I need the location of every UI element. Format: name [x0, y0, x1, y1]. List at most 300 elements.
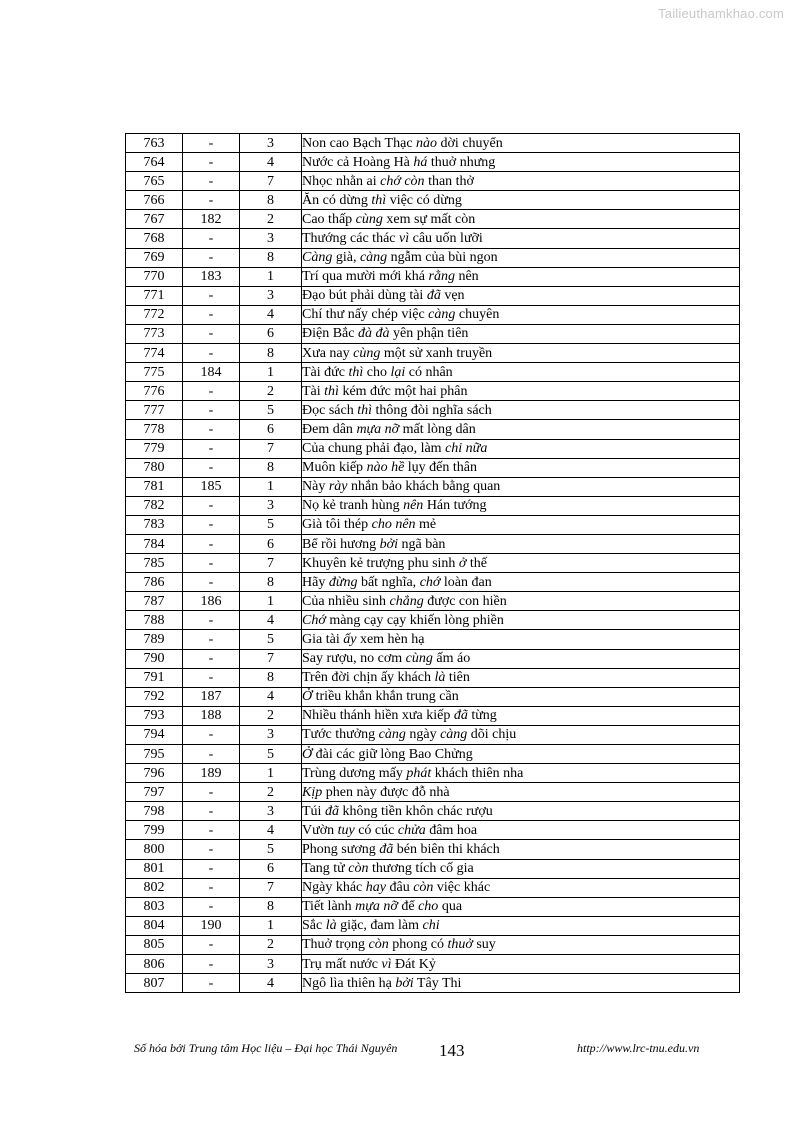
emphasized-word: đã	[453, 708, 468, 724]
verse-segment: chuyên	[455, 307, 500, 323]
emphasized-word: là	[325, 918, 337, 934]
line-number-cell: 767	[126, 210, 183, 229]
position-cell: 1	[240, 477, 302, 496]
group-number-cell: 188	[183, 706, 240, 725]
line-number-cell: 806	[126, 955, 183, 974]
group-number-cell: -	[183, 840, 240, 859]
emphasized-word: ấy	[343, 631, 357, 647]
table-row	[126, 191, 740, 210]
table-row	[126, 649, 740, 668]
verse-text-cell	[302, 515, 740, 534]
verse-segment: Trên đời chịn ấy khách	[302, 670, 435, 686]
verse-segment: Xưa nay	[302, 345, 354, 361]
table-row	[126, 668, 740, 687]
verse-segment: Non cao Bạch Thạc	[302, 135, 417, 151]
position-cell: 6	[240, 534, 302, 553]
table-row	[126, 687, 740, 706]
emphasized-word: há	[413, 154, 428, 170]
group-number-cell: -	[183, 935, 240, 954]
emphasized-word: Kịp	[302, 784, 323, 800]
verse-segment: Trùng dương mấy	[302, 765, 407, 781]
watermark: Tailieuthamkhao.com	[658, 6, 784, 21]
group-number-cell: -	[183, 649, 240, 668]
position-cell: 1	[240, 267, 302, 286]
line-number-cell: 803	[126, 897, 183, 916]
verse-segment: Già tôi thép	[302, 517, 372, 533]
table-row	[126, 859, 740, 878]
verse-text-cell	[302, 191, 740, 210]
table-row	[126, 725, 740, 744]
table-row	[126, 286, 740, 305]
line-number-cell: 779	[126, 439, 183, 458]
verse-segment: suy	[472, 937, 496, 953]
position-cell: 3	[240, 496, 302, 515]
footer-url: http://www.lrc-tnu.edu.vn	[577, 1041, 700, 1055]
table-row	[126, 439, 740, 458]
group-number-cell: -	[183, 458, 240, 477]
verse-text-cell	[302, 821, 740, 840]
table-row	[126, 344, 740, 363]
verse-segment: già,	[332, 250, 360, 266]
verse-text-cell	[302, 706, 740, 725]
verse-segment: đài các giữ lòng Bao Chửng	[312, 746, 473, 762]
verse-segment: nên	[454, 269, 479, 285]
verse-segment: Thuở trọng	[302, 937, 369, 953]
verse-text-cell	[302, 229, 740, 248]
verse-segment: Ăn có dừng	[302, 192, 372, 208]
verse-segment: màng cạy cạy khiến lòng phiền	[325, 612, 504, 628]
position-cell: 4	[240, 611, 302, 630]
group-number-cell: -	[183, 630, 240, 649]
table-row	[126, 515, 740, 534]
position-cell: 1	[240, 592, 302, 611]
emphasized-word: thì	[324, 383, 339, 399]
table-row	[126, 916, 740, 935]
group-number-cell: -	[183, 821, 240, 840]
table-row	[126, 630, 740, 649]
emphasized-word: Ở	[302, 689, 313, 705]
verse-segment: qua	[438, 899, 463, 915]
emphasized-word: cùng	[353, 345, 381, 361]
position-cell: 1	[240, 363, 302, 382]
verse-segment: bén biên thi khách	[393, 842, 500, 858]
line-number-cell: 794	[126, 725, 183, 744]
verse-segment: thương tích cố gia	[368, 861, 474, 877]
position-cell: 4	[240, 974, 302, 993]
emphasized-word: hay	[365, 880, 386, 896]
table-row	[126, 935, 740, 954]
verse-text-cell	[302, 897, 740, 916]
verse-text-cell	[302, 305, 740, 324]
position-cell: 8	[240, 344, 302, 363]
verse-text-cell	[302, 859, 740, 878]
line-number-cell: 773	[126, 324, 183, 343]
verse-segment: Ngày khác	[302, 880, 366, 896]
emphasized-word: cùng	[355, 211, 383, 227]
verse-segment: việc có dừng	[386, 192, 462, 208]
verse-segment: Nước cả Hoàng Hà	[302, 154, 414, 170]
verse-segment: Sắc	[302, 918, 326, 934]
verse-text-cell	[302, 420, 740, 439]
table-row	[126, 267, 740, 286]
position-cell: 4	[240, 687, 302, 706]
verse-segment: ngẫm của bùi ngon	[387, 250, 498, 266]
verse-text-cell	[302, 745, 740, 764]
verse-segment: Nhiều thánh hiền xưa kiếp	[302, 708, 454, 724]
line-number-cell: 789	[126, 630, 183, 649]
verse-text-cell	[302, 458, 740, 477]
page-number: 143	[439, 1041, 465, 1060]
group-number-cell: 183	[183, 267, 240, 286]
group-number-cell: 186	[183, 592, 240, 611]
group-number-cell: -	[183, 286, 240, 305]
verse-segment: bất nghĩa,	[357, 574, 420, 590]
emphasized-word: cùng	[405, 651, 433, 667]
position-cell: 2	[240, 783, 302, 802]
emphasized-word: vì	[381, 956, 392, 972]
position-cell: 8	[240, 897, 302, 916]
group-number-cell: -	[183, 134, 240, 153]
verse-segment: Nọ kẻ tranh hùng	[302, 498, 404, 514]
group-number-cell: -	[183, 668, 240, 687]
position-cell: 3	[240, 229, 302, 248]
line-number-cell: 771	[126, 286, 183, 305]
verse-text-cell	[302, 172, 740, 191]
group-number-cell: -	[183, 172, 240, 191]
verse-segment: ngã bàn	[397, 536, 446, 552]
line-number-cell: 786	[126, 573, 183, 592]
table-row	[126, 248, 740, 267]
line-number-cell: 791	[126, 668, 183, 687]
verse-text-cell	[302, 611, 740, 630]
emphasized-word: là	[434, 670, 446, 686]
verse-segment: Muôn kiếp	[302, 460, 367, 476]
group-number-cell: 182	[183, 210, 240, 229]
line-number-cell: 763	[126, 134, 183, 153]
table-row	[126, 611, 740, 630]
verse-segment: than thở	[424, 173, 474, 189]
line-number-cell: 799	[126, 821, 183, 840]
verse-text-cell	[302, 916, 740, 935]
verse-segment: việc khác	[433, 880, 491, 896]
verse-segment: Trí qua mười mới khá	[302, 269, 429, 285]
emphasized-word: đã	[426, 288, 441, 304]
group-number-cell: -	[183, 859, 240, 878]
emphasized-word: đừng	[328, 574, 358, 590]
table-row	[126, 802, 740, 821]
verse-segment: Điện Bắc	[302, 326, 358, 342]
emphasized-word: Càng	[302, 250, 333, 266]
verse-segment: vẹn	[440, 288, 465, 304]
emphasized-word: bởi	[395, 975, 414, 991]
position-cell: 7	[240, 878, 302, 897]
position-cell: 6	[240, 420, 302, 439]
position-cell: 2	[240, 706, 302, 725]
verse-segment: câu uốn lưỡi	[409, 231, 483, 247]
emphasized-word: nào	[416, 135, 438, 151]
emphasized-word: Chớ	[302, 612, 326, 628]
group-number-cell: 185	[183, 477, 240, 496]
position-cell: 6	[240, 324, 302, 343]
emphasized-word: còn	[368, 937, 389, 953]
table-row	[126, 382, 740, 401]
verse-segment: Chí thư nấy chép việc	[302, 307, 429, 323]
verse-segment: Của nhiều sinh	[302, 593, 390, 609]
verse-segment: để	[397, 899, 419, 915]
line-number-cell: 795	[126, 745, 183, 764]
line-number-cell: 792	[126, 687, 183, 706]
group-number-cell: -	[183, 783, 240, 802]
position-cell: 4	[240, 153, 302, 172]
group-number-cell: -	[183, 191, 240, 210]
verse-segment: Tây Thi	[413, 975, 462, 991]
table-row	[126, 134, 740, 153]
table-row	[126, 821, 740, 840]
verse-segment: triều khắn khắn trung cần	[312, 689, 459, 705]
verse-segment: thế	[466, 555, 488, 571]
group-number-cell: -	[183, 248, 240, 267]
group-number-cell: -	[183, 420, 240, 439]
position-cell: 8	[240, 458, 302, 477]
verse-segment: Tiết lành	[302, 899, 356, 915]
group-number-cell: -	[183, 802, 240, 821]
table-row	[126, 955, 740, 974]
emphasized-word: nào hề	[366, 460, 405, 476]
group-number-cell: 189	[183, 764, 240, 783]
table-row	[126, 229, 740, 248]
emphasized-word: phát	[406, 765, 432, 781]
line-number-cell: 802	[126, 878, 183, 897]
position-cell: 3	[240, 134, 302, 153]
emphasized-word: chẳng	[389, 593, 424, 609]
verse-segment: cho	[363, 364, 391, 380]
position-cell: 3	[240, 725, 302, 744]
table-row	[126, 897, 740, 916]
table-row	[126, 324, 740, 343]
emphasized-word: càng	[428, 307, 456, 323]
group-number-cell: 184	[183, 363, 240, 382]
line-number-cell: 800	[126, 840, 183, 859]
emphasized-word: rày	[328, 479, 348, 495]
group-number-cell: -	[183, 305, 240, 324]
emphasized-word: càng	[440, 727, 468, 743]
table-row	[126, 305, 740, 324]
group-number-cell: -	[183, 745, 240, 764]
line-number-cell: 764	[126, 153, 183, 172]
position-cell: 7	[240, 554, 302, 573]
group-number-cell: -	[183, 401, 240, 420]
table-row	[126, 477, 740, 496]
verse-text-cell	[302, 344, 740, 363]
verse-text-cell	[302, 725, 740, 744]
verse-segment: xem sự mất còn	[382, 211, 476, 227]
position-cell: 1	[240, 764, 302, 783]
position-cell: 8	[240, 573, 302, 592]
emphasized-word: thì	[371, 192, 387, 208]
verse-segment: Hán tướng	[423, 498, 487, 514]
line-number-cell: 772	[126, 305, 183, 324]
emphasized-word: càng	[359, 250, 388, 266]
table-row	[126, 764, 740, 783]
verse-segment: Gia tài	[302, 631, 344, 647]
line-number-cell: 780	[126, 458, 183, 477]
verse-text-cell	[302, 764, 740, 783]
verse-segment: Tước thưởng	[302, 727, 379, 743]
line-number-cell: 790	[126, 649, 183, 668]
line-number-cell: 793	[126, 706, 183, 725]
emphasized-word: vì	[399, 231, 410, 247]
table-row	[126, 534, 740, 553]
line-number-cell: 798	[126, 802, 183, 821]
verse-text-cell	[302, 935, 740, 954]
position-cell: 1	[240, 916, 302, 935]
verse-text-cell	[302, 955, 740, 974]
emphasized-word: mựa nỡ	[355, 899, 398, 915]
line-number-cell: 805	[126, 935, 183, 954]
verse-segment: Đạo bút phải dùng tài	[302, 288, 427, 304]
position-cell: 2	[240, 935, 302, 954]
verse-segment: Vườn	[302, 822, 338, 838]
table-row	[126, 210, 740, 229]
emphasized-word: càng	[378, 727, 406, 743]
emphasized-word: thì	[348, 364, 364, 380]
line-number-cell: 766	[126, 191, 183, 210]
verse-text-cell	[302, 210, 740, 229]
emphasized-word: đà đà	[357, 326, 390, 342]
verse-text-cell	[302, 363, 740, 382]
line-number-cell: 781	[126, 477, 183, 496]
verse-segment: Đem dân	[302, 421, 357, 437]
verse-text-cell	[302, 974, 740, 993]
position-cell: 6	[240, 859, 302, 878]
verse-segment: phen này được đỗ nhà	[322, 784, 450, 800]
line-number-cell: 804	[126, 916, 183, 935]
emphasized-word: rằng	[428, 269, 455, 285]
emphasized-word: đã	[379, 842, 394, 858]
line-number-cell: 797	[126, 783, 183, 802]
group-number-cell: -	[183, 974, 240, 993]
emphasized-word: mựa nỡ	[356, 421, 400, 437]
position-cell: 3	[240, 286, 302, 305]
verse-text-cell	[302, 554, 740, 573]
verse-segment: khách thiên nha	[431, 765, 524, 781]
line-number-cell: 796	[126, 764, 183, 783]
group-number-cell: -	[183, 573, 240, 592]
line-number-cell: 769	[126, 248, 183, 267]
line-number-cell: 768	[126, 229, 183, 248]
table-row	[126, 554, 740, 573]
verse-text-cell	[302, 324, 740, 343]
group-number-cell: -	[183, 439, 240, 458]
verse-segment: có cúc	[354, 822, 398, 838]
verse-text-cell	[302, 802, 740, 821]
line-number-cell: 783	[126, 515, 183, 534]
table-row	[126, 573, 740, 592]
group-number-cell: 190	[183, 916, 240, 935]
group-number-cell: -	[183, 496, 240, 515]
verse-segment: Tài	[302, 383, 325, 399]
verse-segment: từng	[467, 708, 497, 724]
line-number-cell: 776	[126, 382, 183, 401]
emphasized-word: nên	[403, 498, 424, 514]
verse-text-cell	[302, 592, 740, 611]
emphasized-word: thuở	[447, 937, 473, 953]
verse-text-cell	[302, 153, 740, 172]
group-number-cell: -	[183, 153, 240, 172]
emphasized-word: tuy	[337, 822, 355, 838]
verse-text-cell	[302, 286, 740, 305]
line-number-cell: 788	[126, 611, 183, 630]
emphasized-word: chớ	[419, 574, 441, 590]
verse-segment: Đát Kỷ	[391, 956, 436, 972]
verse-text-cell	[302, 382, 740, 401]
verse-segment: thuở nhưng	[427, 154, 496, 170]
table-row	[126, 974, 740, 993]
line-number-cell: 777	[126, 401, 183, 420]
verse-text-cell	[302, 248, 740, 267]
position-cell: 4	[240, 821, 302, 840]
line-number-cell: 778	[126, 420, 183, 439]
table-row	[126, 458, 740, 477]
verse-segment: được con hiền	[423, 593, 507, 609]
emphasized-word: chi nữa	[445, 441, 488, 457]
emphasized-word: chi	[422, 918, 440, 934]
group-number-cell: -	[183, 897, 240, 916]
table-row	[126, 401, 740, 420]
verse-segment: nhắn bảo khách bằng quan	[347, 479, 501, 495]
emphasized-word: còn	[348, 861, 369, 877]
table-row	[126, 878, 740, 897]
verse-text-cell	[302, 134, 740, 153]
verse-text-cell	[302, 534, 740, 553]
verse-segment: có nhân	[405, 364, 453, 380]
position-cell: 2	[240, 382, 302, 401]
verse-table-body	[126, 134, 740, 993]
position-cell: 5	[240, 630, 302, 649]
table-row	[126, 706, 740, 725]
group-number-cell: -	[183, 955, 240, 974]
position-cell: 5	[240, 401, 302, 420]
verse-segment: Nhọc nhằn ai	[302, 173, 381, 189]
table-row	[126, 592, 740, 611]
verse-segment: Tài đức	[302, 364, 349, 380]
verse-segment: không tiền khôn chác rượu	[338, 803, 493, 819]
verse-segment: Trụ mất nước	[302, 956, 382, 972]
verse-text-cell	[302, 668, 740, 687]
verse-segment: phong có	[388, 937, 448, 953]
group-number-cell: 187	[183, 687, 240, 706]
position-cell: 7	[240, 649, 302, 668]
table-row	[126, 363, 740, 382]
line-number-cell: 784	[126, 534, 183, 553]
group-number-cell: -	[183, 611, 240, 630]
group-number-cell: -	[183, 382, 240, 401]
emphasized-word: thì	[357, 402, 372, 418]
emphasized-word: cho	[418, 899, 439, 915]
verse-segment: Của chung phải đạo, làm	[302, 441, 446, 457]
verse-segment: Cao thấp	[302, 211, 356, 227]
emphasized-word: đã	[324, 803, 339, 819]
verse-text-cell	[302, 878, 740, 897]
line-number-cell: 770	[126, 267, 183, 286]
verse-segment: mẻ	[415, 517, 437, 533]
verse-text-cell	[302, 267, 740, 286]
table-row	[126, 745, 740, 764]
verse-segment: dõi chịu	[467, 727, 517, 743]
verse-segment: ngày	[405, 727, 441, 743]
verse-segment: lụy đến thân	[404, 460, 477, 476]
verse-text-cell	[302, 630, 740, 649]
